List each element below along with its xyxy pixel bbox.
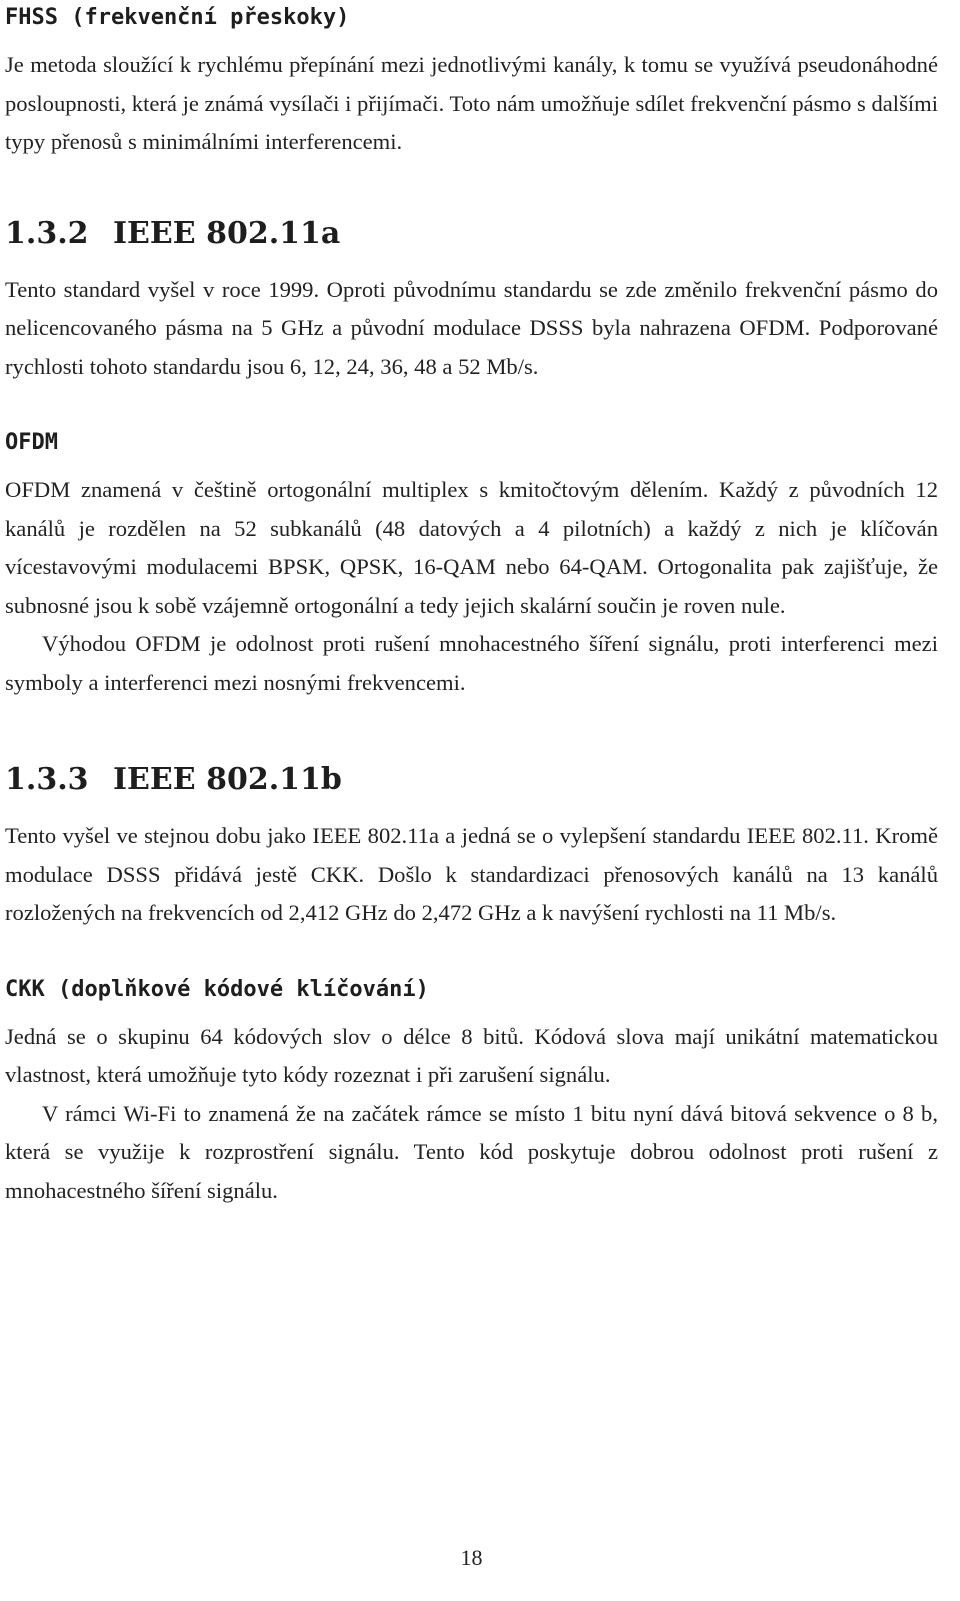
section-heading-1-3-2	[5, 214, 938, 254]
ieee-802-11b-paragraph: Tento vyšel ve stejnou dobu jako IEEE 802.11a a jedná se o vylepšení standardu IEEE 802.11. Kromě modulace DSSS přidává jestě CKK. Došlo k standardizaci přenosových kanálů na 13 kanálů rozložených na frekvencích od 2,412 GHz do 2,472 GHz a k navýšení rychlosti na 11 Mb/s.	[5, 823, 938, 925]
page-number: 18	[460, 1545, 483, 1570]
section-title: IEEE 802.11a	[113, 215, 341, 251]
section-title: IEEE 802.11b	[113, 762, 342, 797]
section-heading-1-3-3	[5, 760, 938, 800]
fhss-paragraph: Je metoda sloužící k rychlému přepínání mezi jednotlivými kanály, k tomu se využívá pseudonáhodné posloupnosti, která je známá vysílači i přijímači. Toto nám umožňuje sdílet frekvenční pásmo s dalšími typy přenosů s minimálními interferencemi.	[5, 52, 938, 154]
section-number: 1.3.2	[5, 215, 89, 251]
ieee-802-11a-paragraph: Tento standard vyšel v roce 1999. Oproti původnímu standardu se zde změnilo frekvenční pásmo do nelicencovaného pásma na 5 GHz a původní modulace DSSS byla nahrazena OFDM. Podporované rychlosti tohoto standardu jsou 6, 12, 24, 36, 48 a 52 Mb/s.	[5, 276, 938, 379]
ckk-paragraph-2: V rámci Wi-Fi to znamená že na začátek rámce se místo 1 bitu nyní dává bitová sekvence o 8 b, která se využije k rozprostření signálu. Tento kód poskytuje dobrou odolnost proti rušení z mnohacestného šíření signálu.	[5, 1100, 938, 1203]
ofdm-paragraph-2: Výhodou OFDM je odolnost proti rušení mnohacestného šíření signálu, proti interferenci mezi symboly a interferenci mezi nosnými frekvencemi.	[5, 631, 938, 695]
ckk-heading: CKK (doplňkové kódové klíčování)	[5, 976, 429, 1002]
ofdm-heading: OFDM	[5, 430, 58, 455]
section-number: 1.3.3	[5, 762, 89, 797]
document-page	[5, 0, 938, 1601]
ckk-paragraph-1: Jedná se o skupinu 64 kódových slov o délce 8 bitů. Kódová slova mají unikátní matematickou vlastnost, která umožňuje tyto kódy rozeznat i při zarušení signálu.	[5, 1023, 938, 1087]
ofdm-paragraph-1: OFDM znamená v češtině ortogonální multiplex s kmitočtovým dělením. Každý z původních 12 kanálů je rozdělen na 52 subkanálů (48 datových a 4 pilotních) a každý z nich je klíčován vícestavovými modulacemi BPSK, QPSK, 16-QAM nebo 64-QAM. Ortogonalita pak zajišťuje, že subnosné jsou k sobě vzájemně ortogonální a tedy jejich skalární součin je roven nule.	[5, 477, 938, 618]
fhss-heading: FHSS (frekvenční přeskoky)	[5, 5, 350, 30]
